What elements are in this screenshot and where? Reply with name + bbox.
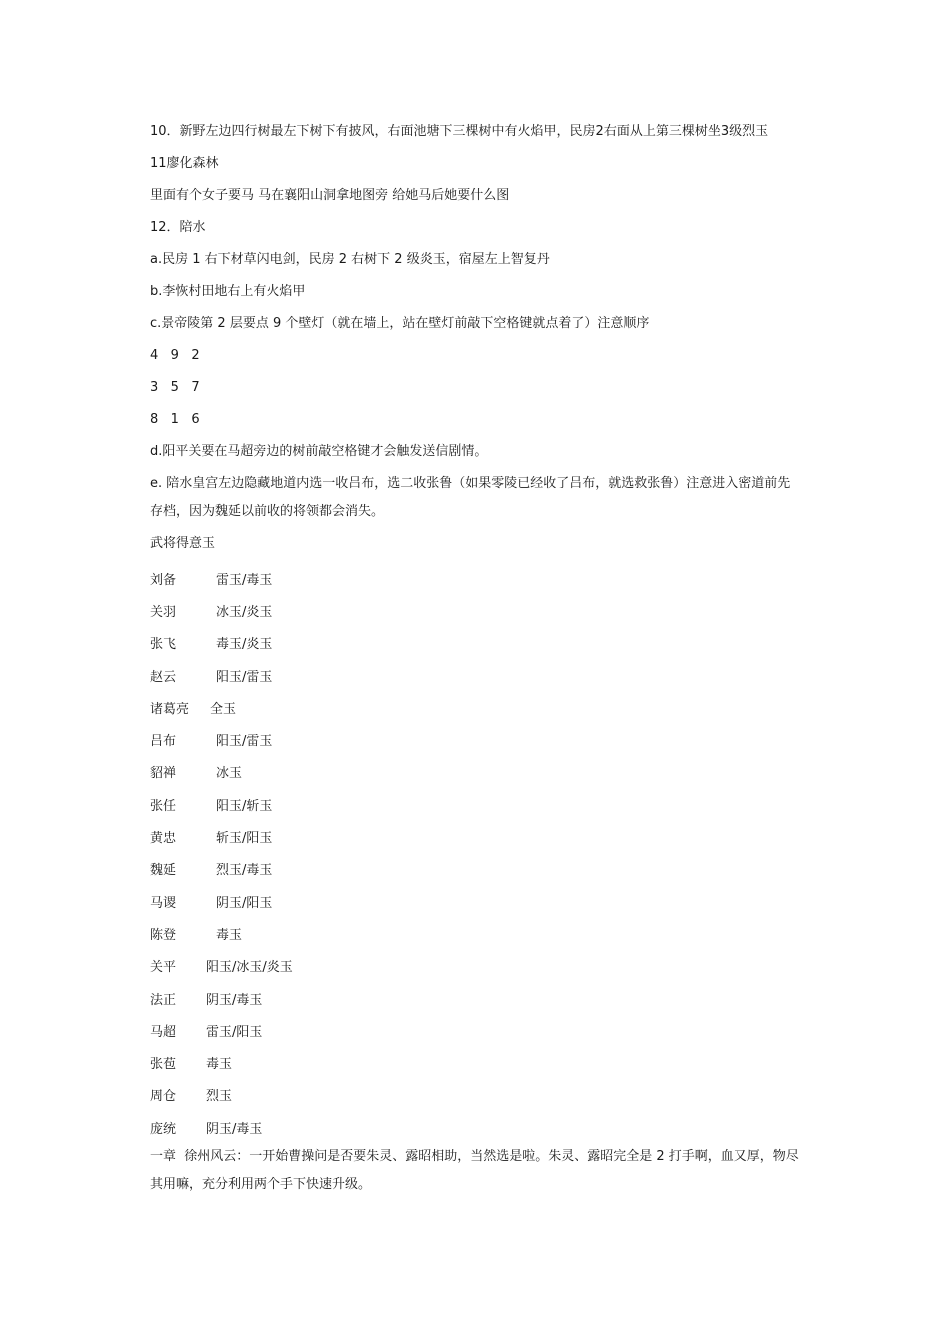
list-item [150, 562, 802, 594]
list-item [150, 1014, 802, 1046]
general-name: 诸葛亮 [150, 701, 190, 717]
general-jade: 阴玉/阳玉 [216, 895, 273, 911]
general-name: 张任 [150, 798, 177, 814]
general-name: 周仓 [150, 1089, 177, 1105]
tip-12-c: c.景帝陵第 2 层要点 9 个壁灯（就在墙上，站在壁灯前敲下空格键就点着了）注意顺序 [150, 316, 650, 331]
general-jade: 冰玉/炎玉 [216, 604, 273, 620]
general-jade: 毒玉/炎玉 [216, 637, 273, 653]
lamp-order-row-1: 4 9 2 [150, 348, 200, 363]
general-name: 关平 [150, 960, 177, 976]
general-name: 法正 [150, 992, 177, 1008]
section-general-jades: 武将得意玉 [150, 536, 216, 551]
general-name: 马谡 [150, 895, 177, 911]
list-item [150, 1111, 802, 1143]
lamp-order-row-2: 3 5 7 [150, 380, 200, 395]
general-jade: 阴玉/毒玉 [206, 1121, 263, 1137]
general-name: 马超 [150, 1024, 177, 1040]
list-item [150, 659, 802, 691]
tip-11-woman-horse: 里面有个女子要马 马在襄阳山洞拿地图旁 给她马后她要什么图 [150, 188, 510, 203]
list-item [150, 1046, 802, 1078]
chapter-1-xuzhou: 一章 徐州风云：一开始曹操问是否要朱灵、露昭相助，当然选是啦。朱灵、露昭完全是 2 打手啊，血又厚，物尽其用嘛，充分利用两个手下快速升级。 [150, 1149, 799, 1193]
general-jade: 烈玉 [206, 1089, 233, 1105]
list-item [150, 885, 802, 917]
general-name: 黄忠 [150, 831, 177, 847]
lamp-order-row-3: 8 1 6 [150, 412, 200, 427]
general-jade: 雷玉/阳玉 [206, 1024, 263, 1040]
general-jade: 毒玉 [206, 1057, 233, 1073]
general-jade: 阳玉/雷玉 [216, 669, 273, 685]
general-jade-list [150, 562, 802, 1143]
tip-10-xinye: 10．新野左边四行树最左下树下有披风，右面池塘下三棵树中有火焰甲，民房2右面从上第三棵树坐3级烈玉 [150, 124, 769, 139]
tip-12-b: b.李恢村田地右上有火焰甲 [150, 284, 306, 299]
document-page [150, 118, 802, 1203]
list-item [150, 691, 802, 723]
general-name: 张飞 [150, 637, 177, 653]
list-item [150, 788, 802, 820]
general-jade: 阴玉/毒玉 [206, 992, 263, 1008]
list-item [150, 820, 802, 852]
tip-12-e: e. 陪水皇宫左边隐藏地道内选一收吕布，选二收张鲁（如果零陵已经收了吕布，就选救张鲁）注意进入密道前先存档，因为魏延以前收的将领都会消失。 [150, 476, 791, 519]
general-name: 貂禅 [150, 766, 177, 782]
general-name: 魏延 [150, 863, 177, 879]
general-name: 张苞 [150, 1057, 177, 1073]
list-item [150, 917, 802, 949]
general-jade: 全玉 [210, 701, 237, 717]
list-item [150, 950, 802, 982]
general-name: 陈登 [150, 927, 177, 943]
list-item [150, 853, 802, 885]
list-item [150, 982, 802, 1014]
general-name: 赵云 [150, 669, 177, 685]
general-name: 吕布 [150, 734, 177, 750]
general-jade: 烈玉/毒玉 [216, 863, 273, 879]
list-item [150, 756, 802, 788]
list-item [150, 1079, 802, 1111]
heading-12: 12．陪水 [150, 220, 206, 235]
general-jade: 雷玉/毒玉 [216, 572, 273, 588]
general-jade: 斩玉/阳玉 [216, 831, 273, 847]
general-jade: 冰玉 [216, 766, 243, 782]
general-jade: 阳玉/冰玉/炎玉 [206, 960, 293, 976]
list-item [150, 723, 802, 755]
list-item [150, 627, 802, 659]
general-jade: 阳玉/斩玉 [216, 798, 273, 814]
heading-11-liaohua-forest: 11廖化森林 [150, 156, 219, 171]
list-item [150, 594, 802, 626]
general-name: 关羽 [150, 604, 177, 620]
tip-12-a: a.民房 1 右下材草闪电剑，民房 2 右树下 2 级炎玉，宿屋左上智复丹 [150, 252, 550, 267]
general-jade: 阳玉/雷玉 [216, 734, 273, 750]
general-name: 刘备 [150, 572, 177, 588]
general-jade: 毒玉 [216, 927, 243, 943]
tip-12-d: d.阳平关要在马超旁边的树前敲空格键才会触发送信剧情。 [150, 444, 488, 459]
general-name: 庞统 [150, 1121, 177, 1137]
